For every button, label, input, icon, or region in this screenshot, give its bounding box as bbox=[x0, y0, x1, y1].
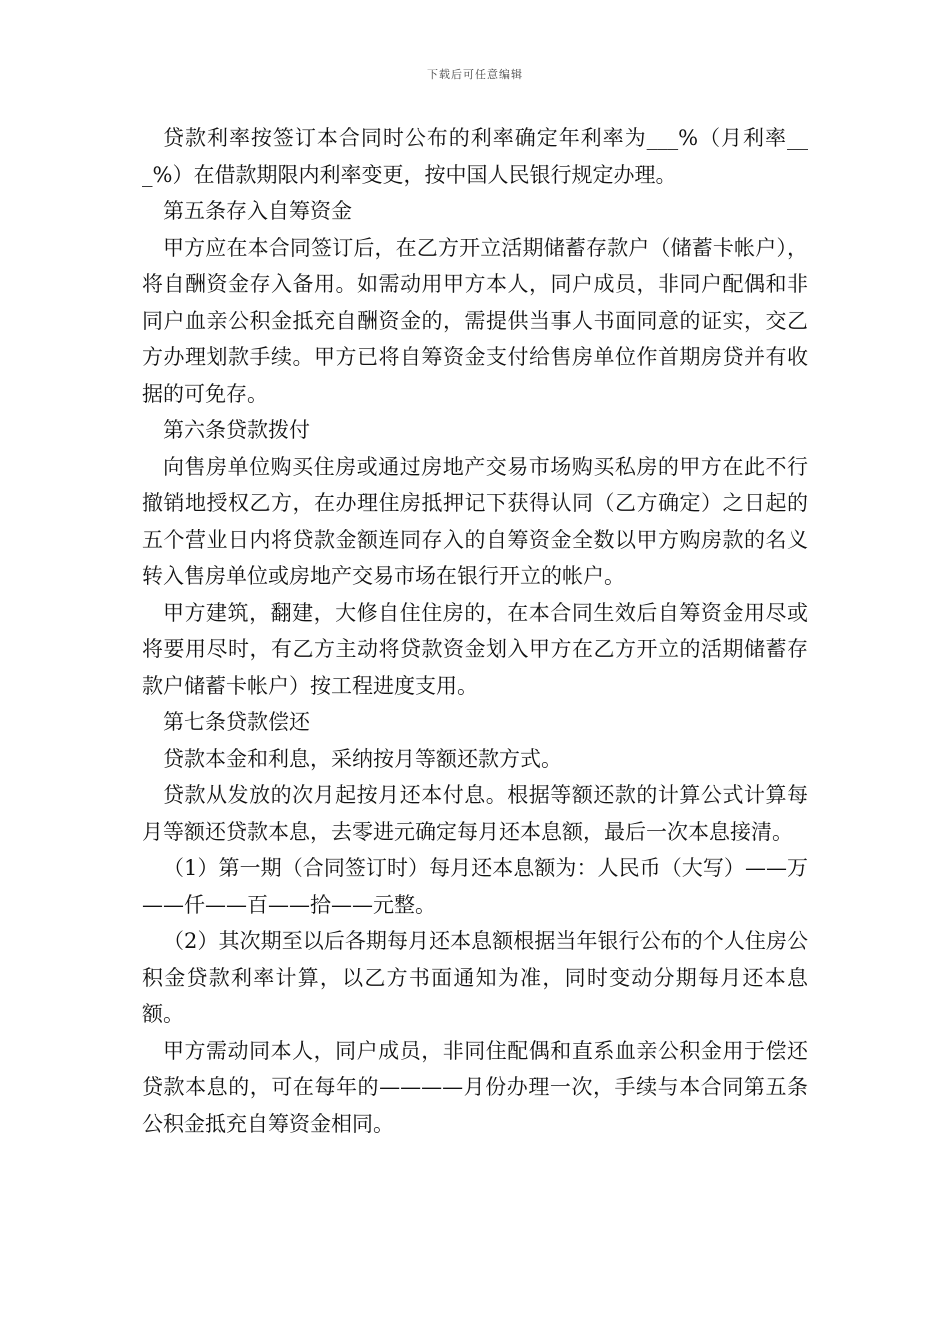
heading-article-5: 第五条存入自筹资金 bbox=[163, 199, 352, 223]
paragraph-monthly-repayment: 贷款从发放的次月起按月还本付息。根据等额还款的计算公式计算每月等额还贷款本息，去零进元确定每月还本息额，最后一次本息接清。 bbox=[142, 783, 808, 844]
paragraph-provident-fund: 甲方需动同本人，同户成员，非同住配偶和直系血亲公积金用于偿还贷款本息的，可在每年的————月份办理一次，手续与本合同第五条公积金抵充自筹资金相同。 bbox=[142, 1038, 808, 1136]
page-header: 下载后可任意编辑 bbox=[427, 68, 523, 81]
paragraph-interest-rate: 贷款利率按签订本合同时公布的利率确定年利率为___%（月利率___%）在借款期限内利率变更，按中国人民银行规定办理。 bbox=[142, 126, 808, 187]
heading-article-6: 第六条贷款拨付 bbox=[163, 418, 310, 442]
paragraph-deposit-funds: 甲方应在本合同签订后，在乙方开立活期储蓄存款户（储蓄卡帐户），将自酬资金存入备用。如需动用甲方本人，同户成员，非同户配偶和非同户血亲公积金抵充自酬资金的，需提供当事人书面同意的证实，交乙方办理划款手续。甲方已将自筹资金支付给售房单位作首期房贷并有收据的可免存。 bbox=[142, 235, 808, 406]
paragraph-second-period: （2）其次期至以后各期每月还本息额根据当年银行公布的个人住房公积金贷款利率计算，以乙方书面通知为准，同时变动分期每月还本息额。 bbox=[142, 929, 808, 1026]
heading-article-7: 第七条贷款偿还 bbox=[163, 710, 310, 734]
paragraph-loan-transfer: 向售房单位购买住房或通过房地产交易市场购买私房的甲方在此不行撤销地授权乙方，在办理住房抵押记下获得认同（乙方确定）之日起的五个营业日内将贷款金额连同存入的自筹资金全数以甲方购房款的名义转入售房单位或房地产交易市场在银行开立的帐户。 bbox=[142, 454, 808, 588]
document-body bbox=[142, 120, 808, 1142]
paragraph-construction-funds: 甲方建筑，翻建，大修自住住房的，在本合同生效后自筹资金用尽或将要用尽时，有乙方主动将贷款资金划入甲方在乙方开立的活期储蓄存款户储蓄卡帐户）按工程进度支用。 bbox=[142, 600, 808, 698]
paragraph-first-period: （1）第一期（合同签订时）每月还本息额为：人民币（大写）——万——仟——百——拾——元整。 bbox=[142, 856, 808, 917]
paragraph-repayment-method: 贷款本金和利息，采纳按月等额还款方式。 bbox=[163, 746, 562, 771]
